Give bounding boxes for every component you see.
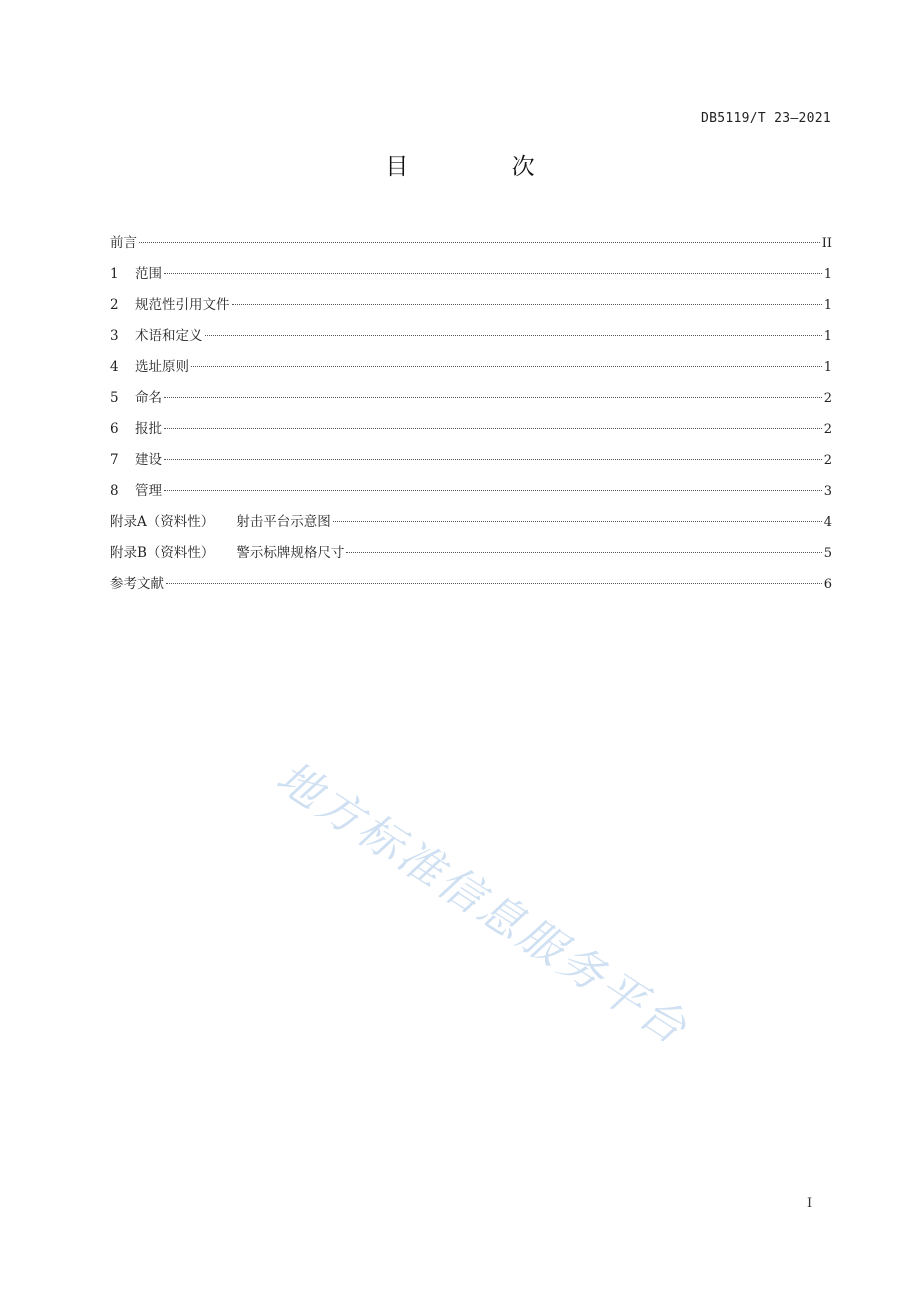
toc-dot-leader [205, 335, 822, 336]
toc-entry-page: 3 [823, 484, 832, 499]
toc-entry-number: 7 [110, 452, 119, 468]
toc-entry-page: 2 [823, 422, 832, 437]
toc-entry-label: 参考文献 [110, 576, 164, 592]
toc-entry-normative-references[interactable] [110, 295, 832, 326]
toc-entry-management[interactable] [110, 481, 832, 512]
toc-entry-page: 5 [823, 546, 832, 561]
toc-dot-leader [164, 459, 822, 460]
toc-entry-label: 前言 [110, 235, 137, 251]
toc-entry-number: 5 [110, 390, 119, 406]
toc-entry-label: 附录A（资料性） [110, 514, 215, 530]
toc-dot-leader [164, 273, 822, 274]
toc-dot-leader [164, 397, 822, 398]
toc-entry-terms-definitions[interactable] [110, 326, 832, 357]
toc-dot-leader [139, 242, 820, 243]
toc-entry-page: 2 [823, 391, 832, 406]
toc-entry-page: 1 [823, 298, 832, 313]
toc-entry-number: 4 [110, 359, 119, 375]
toc-entry-site-selection[interactable] [110, 357, 832, 388]
toc-entry-bibliography[interactable] [110, 574, 832, 605]
toc-entry-number: 1 [110, 266, 119, 282]
toc-entry-foreword[interactable] [110, 233, 832, 264]
toc-dot-leader [232, 304, 822, 305]
toc-dot-leader [346, 552, 821, 553]
toc-entry-naming[interactable] [110, 388, 832, 419]
toc-title: 目 次 [385, 154, 583, 180]
toc-dot-leader [166, 583, 822, 584]
toc-entry-subtitle: 警示标牌规格尺寸 [236, 545, 345, 561]
toc-dot-leader [164, 428, 822, 429]
toc-entry-approval[interactable] [110, 419, 832, 450]
toc-entry-page: 1 [823, 329, 832, 344]
toc-entry-label: 术语和定义 [135, 328, 203, 344]
toc-entry-appendix-b[interactable] [110, 543, 832, 574]
toc-entry-page: 1 [823, 267, 832, 282]
toc-entry-label: 建设 [135, 452, 162, 468]
toc-entry-appendix-a[interactable] [110, 512, 832, 543]
toc-entry-label: 选址原则 [135, 359, 189, 375]
toc-entry-number: 6 [110, 421, 119, 437]
watermark: 地方标准信息服务平台 [267, 751, 698, 1056]
toc-entry-label: 范围 [135, 266, 162, 282]
toc-entry-page: 6 [823, 577, 832, 592]
toc-entry-subtitle: 射击平台示意图 [236, 514, 331, 530]
toc-entry-page: 2 [823, 453, 832, 468]
toc-entry-label: 管理 [135, 483, 162, 499]
toc-dot-leader [191, 366, 822, 367]
toc-entry-label: 命名 [135, 390, 162, 406]
page-number: I [807, 1196, 813, 1211]
toc-entry-label: 规范性引用文件 [135, 297, 230, 313]
toc-entry-page: 4 [823, 515, 832, 530]
toc-entry-label: 附录B（资料性） [110, 545, 215, 561]
document-code: DB5119/T 23—2021 [700, 111, 831, 126]
table-of-contents [110, 233, 832, 605]
toc-entry-page: II [821, 236, 832, 251]
toc-entry-construction[interactable] [110, 450, 832, 481]
toc-entry-page: 1 [823, 360, 832, 375]
toc-dot-leader [333, 521, 822, 522]
toc-entry-number: 2 [110, 297, 119, 313]
toc-entry-number: 3 [110, 328, 119, 344]
toc-entry-label: 报批 [135, 421, 162, 437]
toc-dot-leader [164, 490, 822, 491]
toc-entry-scope[interactable] [110, 264, 832, 295]
toc-entry-number: 8 [110, 483, 119, 499]
